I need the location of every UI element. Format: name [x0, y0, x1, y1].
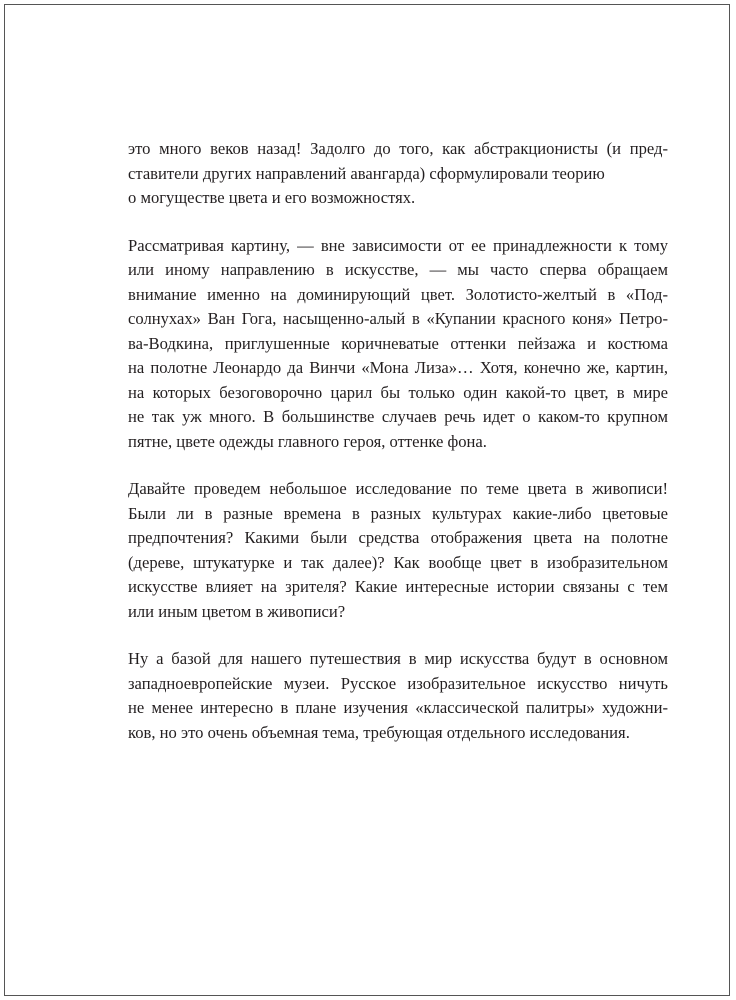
text-line: пятне, цвете одежды главного героя, оттенке фона. [128, 431, 487, 451]
text-line: или иным цветом в живописи? [128, 601, 346, 621]
text-line: не менее интересно в плане изучения «классической палитры» художни- [128, 698, 668, 717]
text-line: солнухах» Ван Гога, насыщенно-алый в «Купании красного коня» Петро- [128, 309, 668, 328]
text-line: на которых безоговорочно царил бы только один какой-то цвет, в мире [128, 382, 668, 402]
text-line: ков, но это очень объемная тема, требующая отдельного исследования. [128, 722, 630, 742]
text-line: на полотне Леонардо да Винчи «Мона Лиза»… Хотя, конечно же, картин, [128, 358, 668, 377]
paragraph-1 [128, 137, 668, 211]
text-line: не так уж много. В большинстве случаев речь идет о каком-то крупном [128, 407, 668, 426]
paragraph-4 [128, 647, 668, 745]
text-line: или иному направлению в искусстве, — мы часто сперва обращаем [128, 260, 668, 279]
paragraph-3 [128, 477, 668, 624]
text-line: предпочтения? Какими были средства отображения цвета на полотне [128, 528, 668, 547]
body-text [128, 137, 668, 768]
text-line: (дереве, штукатурке и так далее)? Как вообще цвет в изобразительном [128, 552, 668, 572]
paragraph-2 [128, 234, 668, 455]
page-frame [4, 4, 730, 996]
text-line: Ну а базой для нашего путешествия в мир искусства будут в основном [128, 649, 668, 668]
text-line: о могуществе цвета и его возможностях. [128, 188, 416, 207]
text-line: это много веков назад! Задолго до того, как абстракционисты (и пред- [128, 139, 668, 158]
text-line: Давайте проведем небольшое исследование по теме цвета в живописи! [128, 479, 668, 498]
text-line: искусстве влияет на зрителя? Какие интересные истории связаны с тем [128, 577, 668, 596]
text-line: ставители других направлений авангарда) сформулировали теорию [128, 163, 605, 183]
text-line: западноевропейские музеи. Русское изобразительное искусство ничуть [128, 673, 668, 693]
text-line: Рассматривая картину, — вне зависимости от ее принадлежности к тому [128, 235, 668, 255]
text-line: внимание именно на доминирующий цвет. Золотисто-желтый в «Под- [128, 284, 668, 304]
text-line: Были ли в разные времена в разных культурах какие-либо цветовые [128, 503, 668, 523]
text-line: ва-Водкина, приглушенные коричневатые оттенки пейзажа и костюма [128, 333, 668, 353]
